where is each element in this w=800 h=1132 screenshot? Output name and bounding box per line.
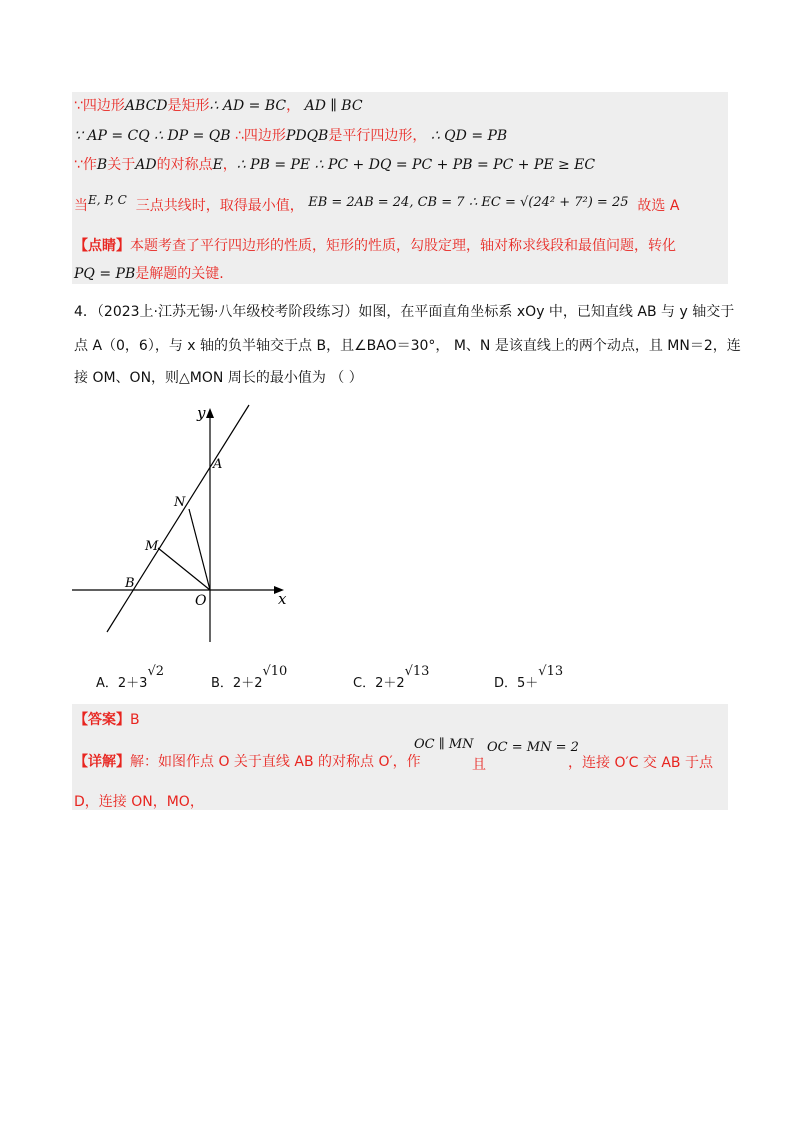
segment-om: [158, 548, 210, 590]
label-y: y: [197, 404, 206, 422]
detail-line-2: D，连接 ON，MO，: [74, 794, 204, 810]
detail-line-1: 【详解】解：如图作点 O 关于直线 AB 的对称点 O′，作: [74, 754, 421, 770]
label-a: A: [213, 457, 223, 472]
comment-line-2: PQ = PB是解题的关键.: [74, 266, 224, 282]
detail-math-oc-eq: OC = MN = 2: [487, 740, 579, 755]
comment-line-1: 【点睛】本题考查了平行四边形的性质，矩形的性质，勾股定理，轴对称求线段和最值问题，转化: [74, 238, 676, 254]
option-d[interactable]: D．5＋√13: [494, 664, 564, 691]
answer-tag: 【答案】: [74, 712, 130, 728]
question-line-2: 点 A（0，6），与 x 轴的负半轴交于点 B，且∠BAO＝30°， M、N 是该直线上的两个动点，且 MN＝2，连: [74, 338, 741, 354]
answer-value: B: [130, 712, 140, 728]
question-line-3: 接 OM、ON，则△MON 周长的最小值为 （ ）: [74, 370, 363, 386]
comment-tag: 【点睛】: [74, 238, 130, 254]
coordinate-figure: [60, 400, 300, 650]
label-m: M: [145, 539, 159, 554]
label-o: O: [195, 593, 207, 609]
label-b: B: [125, 576, 135, 591]
answer-line: [74, 710, 140, 730]
solution-line-1: ∵四边形ABCD是矩形∴ AD = BC， AD ∥ BC: [74, 98, 363, 114]
detail-connect: ，连接 O′C 交 AB 于点: [568, 755, 713, 771]
solution-line-3: ∵作B关于AD的对称点E，∴ PB = PE ∴ PC + DQ = PC + PB = PC + PE ≥ EC: [74, 157, 596, 173]
solution-line-2: ∵ AP = CQ ∴ DP = QB ∴四边形PDQB是平行四边形， ∴ QD = PB: [74, 128, 508, 144]
detail-and: 且: [472, 757, 486, 773]
label-n: N: [174, 495, 186, 510]
option-b[interactable]: B．2＋2√10: [211, 664, 288, 691]
label-x: x: [278, 590, 287, 608]
line-ab: [107, 405, 249, 632]
segment-on: [189, 509, 210, 590]
detail-math-oc-parallel: OC ∥ MN: [414, 737, 474, 752]
option-a[interactable]: A．2＋3√2: [96, 664, 165, 691]
question-line-1: 4．（2023上·江苏无锡·八年级校考阶段练习）如图，在平面直角坐标系 xOy 中，已知直线 AB 与 y 轴交于: [74, 304, 735, 320]
detail-tag: 【详解】: [74, 754, 130, 770]
option-c[interactable]: C．2＋2√13: [353, 664, 430, 691]
y-axis-arrow: [206, 408, 214, 418]
solution-line-4: 当E, P, C 三点共线时，取得最小值， EB = 2AB = 24, CB = 7 ∴ EC = √(24² + 7²) = 25 故选 A: [74, 193, 680, 214]
